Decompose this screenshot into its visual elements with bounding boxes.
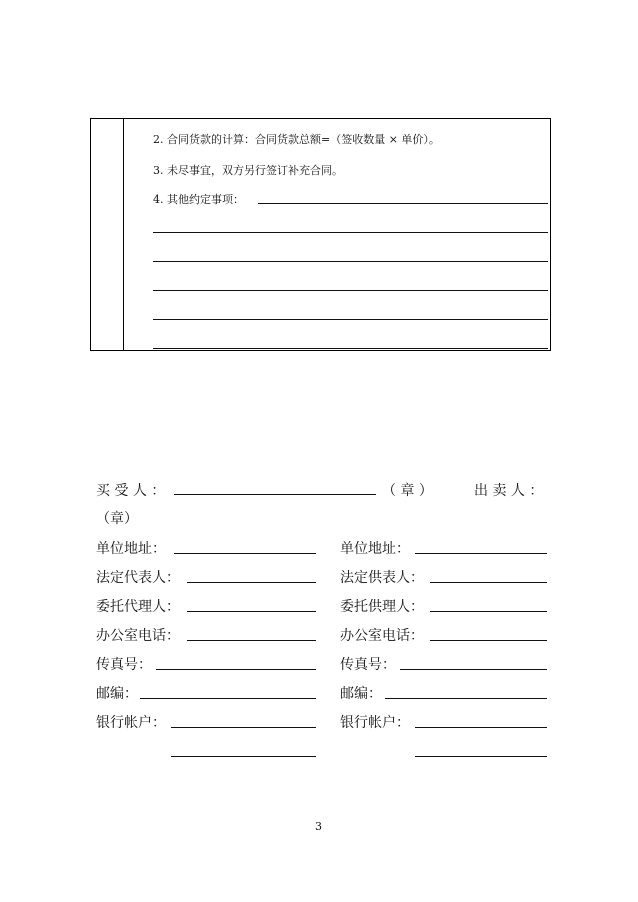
- seller-field-postcode: 邮编：: [340, 686, 382, 702]
- buyer-legal-rep-line: [187, 582, 316, 583]
- blank-line: [153, 261, 548, 262]
- terms-column-divider: [123, 118, 124, 351]
- seller-field-agent: 委托供理人：: [340, 599, 424, 615]
- buyer-field-office-phone: 办公室电话：: [96, 628, 180, 644]
- blank-line: [153, 232, 548, 233]
- seller-field-office-phone: 办公室电话：: [340, 628, 424, 644]
- seller-fax-line: [400, 669, 547, 670]
- clause-3: 3. 未尽事宜，双方另行签订补充合同。: [153, 164, 343, 177]
- terms-table: [90, 118, 551, 351]
- seller-field-bank-account: 银行帐户：: [340, 715, 410, 731]
- seller-field-fax: 传真号：: [340, 657, 396, 673]
- seller-bank-account-line-2: [415, 756, 547, 757]
- buyer-field-agent: 委托代理人：: [96, 599, 180, 615]
- buyer-field-address: 单位地址：: [96, 541, 166, 557]
- seller-legal-rep-line: [430, 582, 547, 583]
- buyer-agent-line: [187, 611, 316, 612]
- seller-address-line: [415, 553, 547, 554]
- seller-postcode-line: [385, 698, 547, 699]
- buyer-label: 买 受 人 ：: [96, 483, 166, 499]
- buyer-field-fax: 传真号：: [96, 657, 152, 673]
- seller-label: 出 卖 人 ：: [474, 483, 544, 499]
- buyer-bank-account-line: [171, 727, 316, 728]
- buyer-field-postcode: 邮编：: [96, 686, 138, 702]
- buyer-fax-line: [156, 669, 316, 670]
- blank-line: [153, 348, 548, 349]
- seller-office-phone-line: [430, 640, 547, 641]
- seller-field-legal-rep: 法定供表人：: [340, 570, 424, 586]
- seller-agent-line: [430, 611, 547, 612]
- seller-field-address: 单位地址：: [340, 541, 410, 557]
- seller-seal: （章）: [96, 511, 138, 527]
- buyer-office-phone-line: [187, 640, 316, 641]
- buyer-field-bank-account: 银行帐户：: [96, 715, 166, 731]
- blank-line: [153, 319, 548, 320]
- buyer-field-legal-rep: 法定代表人：: [96, 570, 180, 586]
- page-number: 3: [315, 820, 322, 833]
- blank-line: [153, 290, 548, 291]
- buyer-address-line: [174, 553, 316, 554]
- clause-2: 2. 合同货款的计算：合同货款总额=（签收数量 × 单价）。: [153, 133, 440, 146]
- clause-4-blank-line: [258, 203, 548, 204]
- seller-bank-account-line: [415, 727, 547, 728]
- clause-4-label: 4. 其他约定事项：: [153, 193, 244, 206]
- buyer-postcode-line: [140, 698, 316, 699]
- buyer-name-line: [174, 494, 376, 495]
- buyer-seal: （ 章 ）: [382, 483, 433, 499]
- buyer-bank-account-line-2: [171, 756, 316, 757]
